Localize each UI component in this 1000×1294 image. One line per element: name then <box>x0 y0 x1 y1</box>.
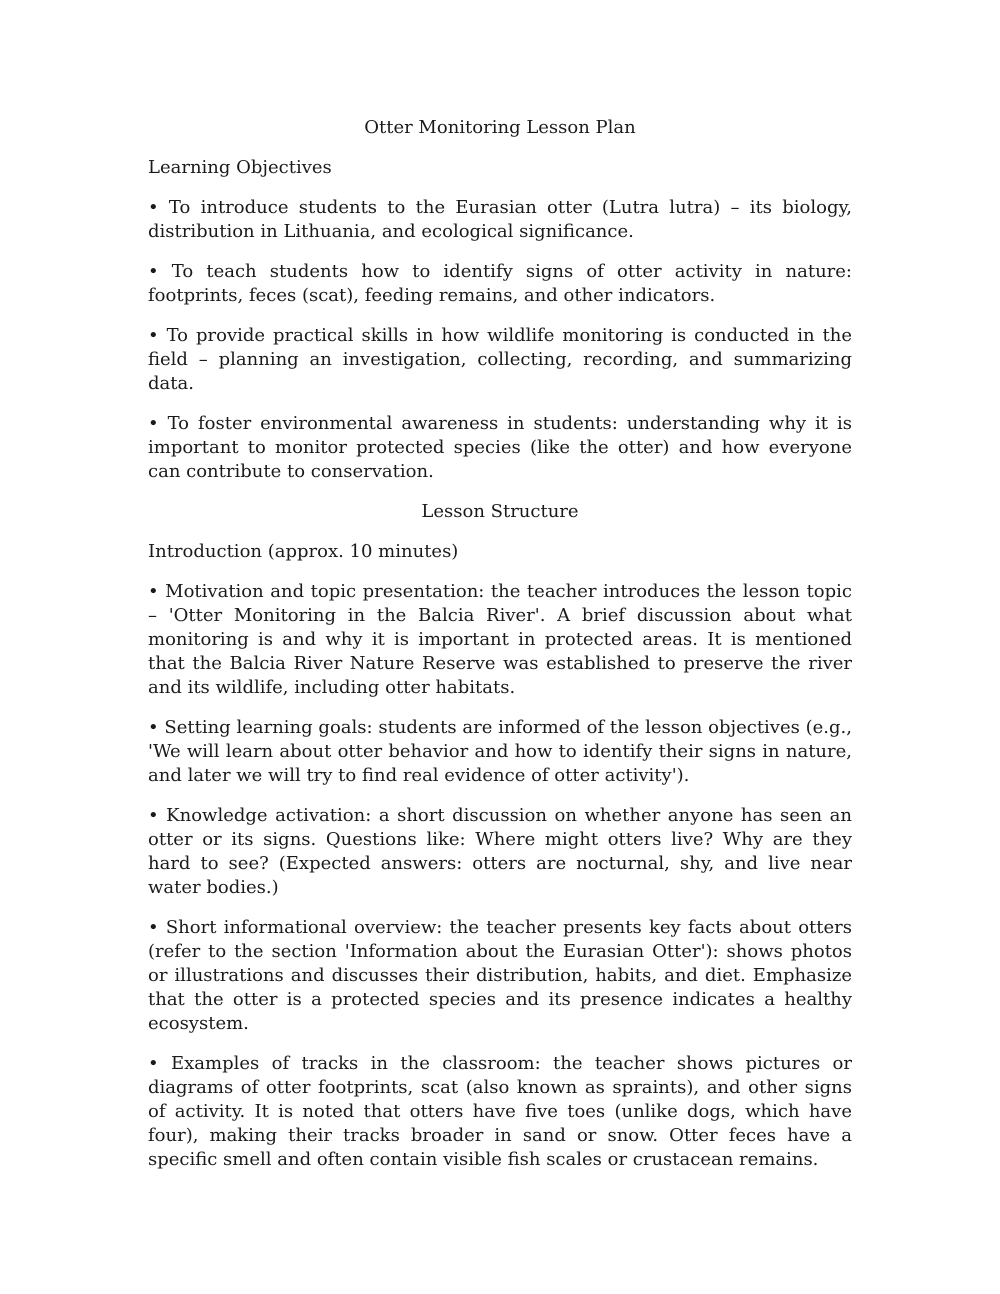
document-title: Otter Monitoring Lesson Plan <box>364 117 636 138</box>
introduction-item: • Knowledge activation: a short discussion on whether anyone has seen an otter or its signs. Questions like: Where might otters live? Why are they hard to see? (Expected answers: otters are nocturnal, shy, and live near water bodies.) <box>148 805 852 898</box>
introduction-item: • Short informational overview: the teacher presents key facts about otters (refer to the section 'Information about the Eurasian Otter'): shows photos or illustrations and discusses their distribution, habits, and diet. Emphasize that the otter is a protected species and its presence indicates a healthy ecosystem. <box>148 917 852 1034</box>
introduction-item: • Motivation and topic presentation: the teacher introduces the lesson topic – 'Otter Monitoring in the Balcia River'. A brief discussion about what monitoring is and why it is important in protected areas. It is mentioned that the Balcia River Nature Reserve was established to preserve the river and its wildlife, including otter habitats. <box>148 581 852 698</box>
introduction-item: • Examples of tracks in the classroom: the teacher shows pictures or diagrams of otter footprints, scat (also known as spraints), and other signs of activity. It is noted that otters have five toes (unlike dogs, which have four), making their tracks broader in sand or snow. Otter feces have a specific smell and often contain visible fish scales or crustacean remains. <box>148 1053 852 1170</box>
introduction-heading: Introduction (approx. 10 minutes) <box>148 541 459 562</box>
objective-item: • To introduce students to the Eurasian otter (Lutra lutra) – its biology, distribution in Lithuania, and ecological significance. <box>148 197 852 242</box>
structure-heading: Lesson Structure <box>421 501 579 522</box>
objectives-heading: Learning Objectives <box>148 157 332 178</box>
objective-item: • To teach students how to identify signs of otter activity in nature: footprints, feces (scat), feeding remains, and other indicators. <box>148 261 852 306</box>
objective-item: • To foster environmental awareness in students: understanding why it is important to monitor protected species (like the otter) and how everyone can contribute to conservation. <box>148 413 852 482</box>
introduction-item: • Setting learning goals: students are informed of the lesson objectives (e.g., 'We will learn about otter behavior and how to identify their signs in nature, and later we will try to find real evidence of otter activity'). <box>148 717 852 786</box>
objective-item: • To provide practical skills in how wildlife monitoring is conducted in the field – planning an investigation, collecting, recording, and summarizing data. <box>148 325 852 394</box>
